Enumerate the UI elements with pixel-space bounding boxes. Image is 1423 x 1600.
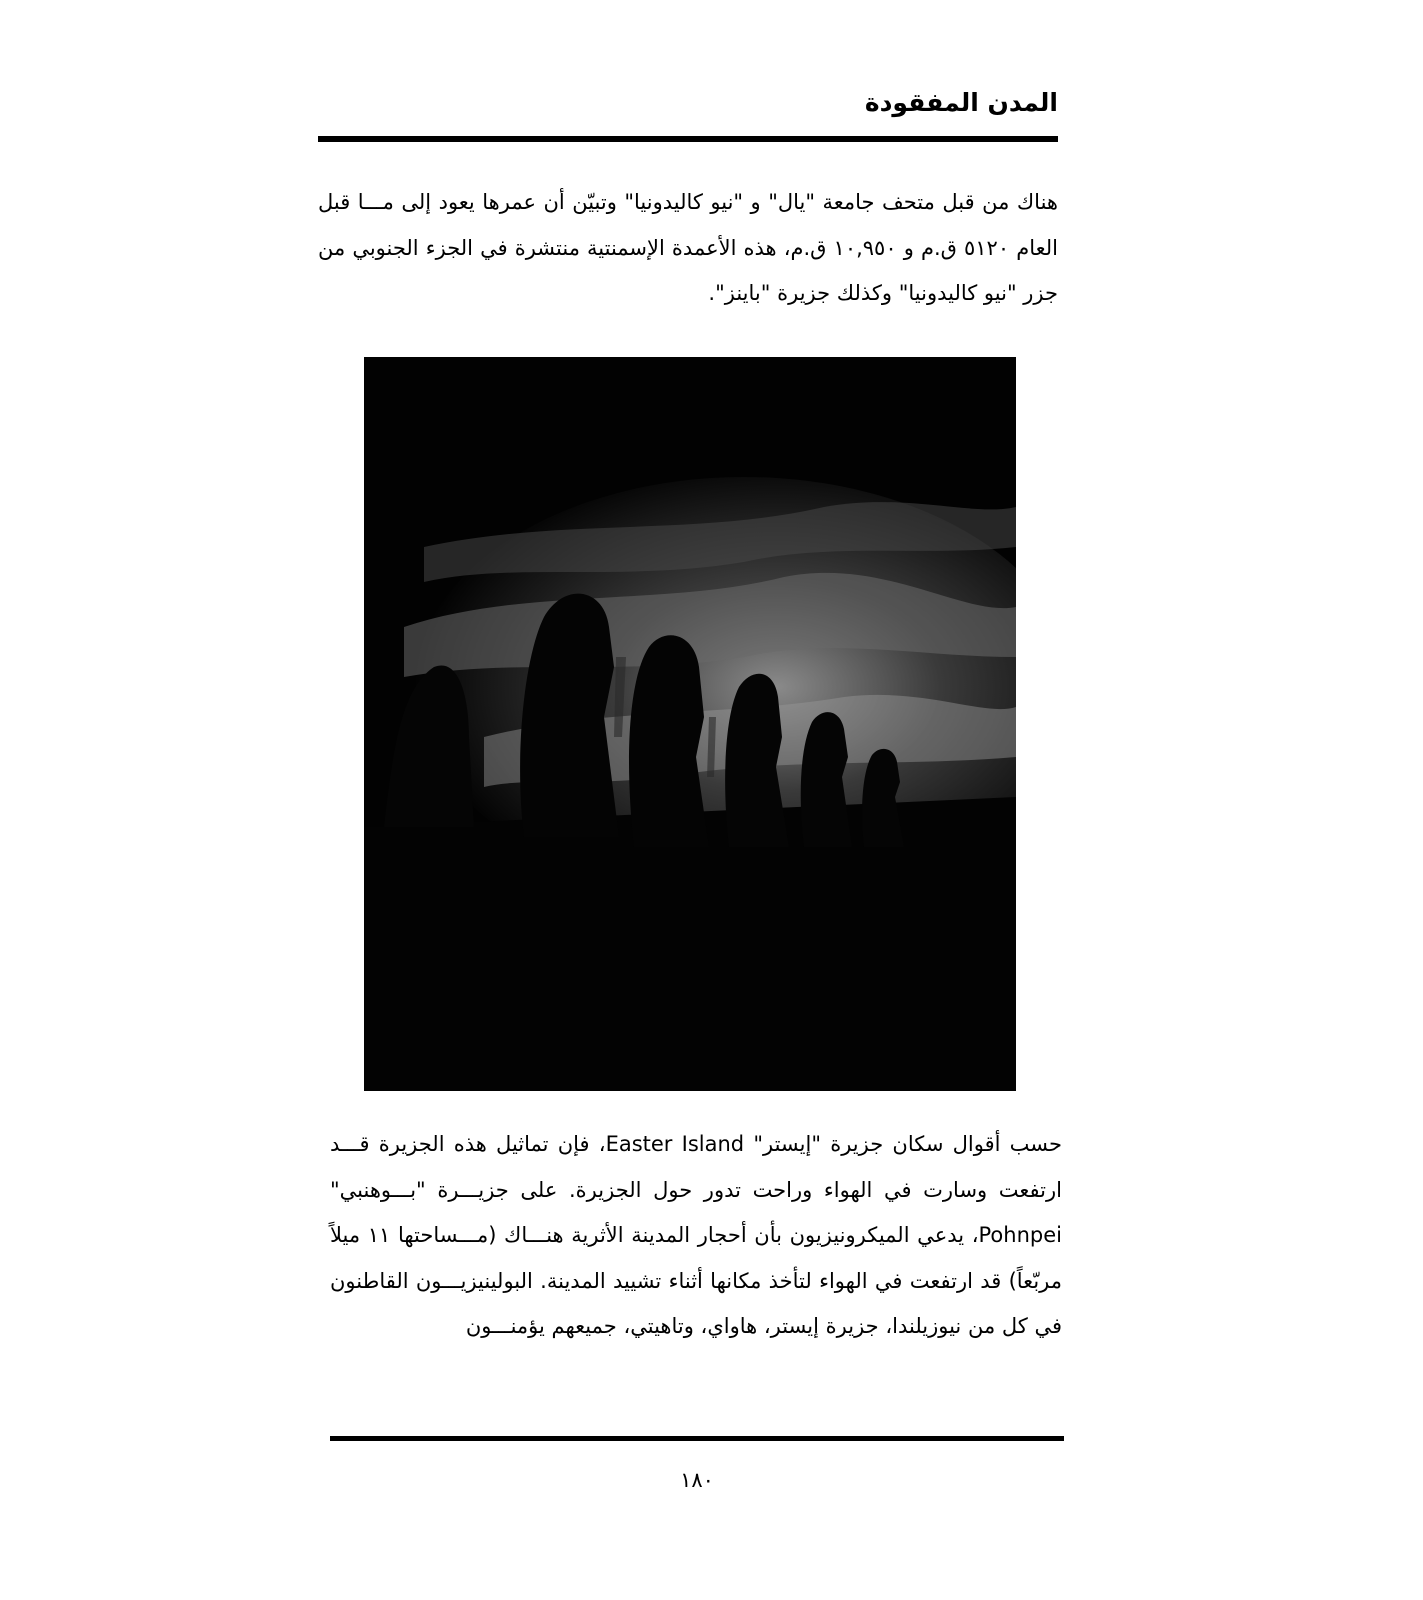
moai-statues-photo <box>364 357 1016 1091</box>
running-header <box>318 84 1058 142</box>
paragraph-1: هناك من قبل متحف جامعة "يال" و "نيو كاليدونيا" وتبيّن أن عمرها يعود إلى مـــا قبل العام ٥١٢٠ ق.م و ١٠,٩٥٠ ق.م، هذه الأعمدة الإسمنتية منتشرة في الجزء الجنوبي من جزر "نيو كاليدونيا" وكذلك جزيرة "باينز". <box>318 190 1058 305</box>
moai-silhouettes-illustration <box>364 357 1016 1091</box>
footer-rule <box>330 1436 1064 1441</box>
header-rule <box>318 136 1058 142</box>
paragraph-2: حسب أقوال سكان جزيرة "إيستر" Easter Island، فإن تماثيل هذه الجزيرة قـــد ارتفعت وسارت في الهواء وراحت تدور حول الجزيرة. على جزيـــرة "بـــوهنبي" Pohnpei، يدعي الميكرونيزيون بأن أحجار المدينة الأثرية هنـــاك (مـــساحتها ١١ ميلاً مربّعاً) قد ارتفعت في الهواء لتأخذ مكانها أثناء تشييد المدينة. البولينيزيـــون القاطنون في كل من نيوزيلندا، جزيرة إيستر، هاواي، وتاهيتي، جميعهم يؤمنـــون <box>330 1132 1062 1338</box>
running-title: المدن المفقودة <box>864 88 1058 117</box>
page-number: ١٨٠ <box>680 1468 714 1492</box>
